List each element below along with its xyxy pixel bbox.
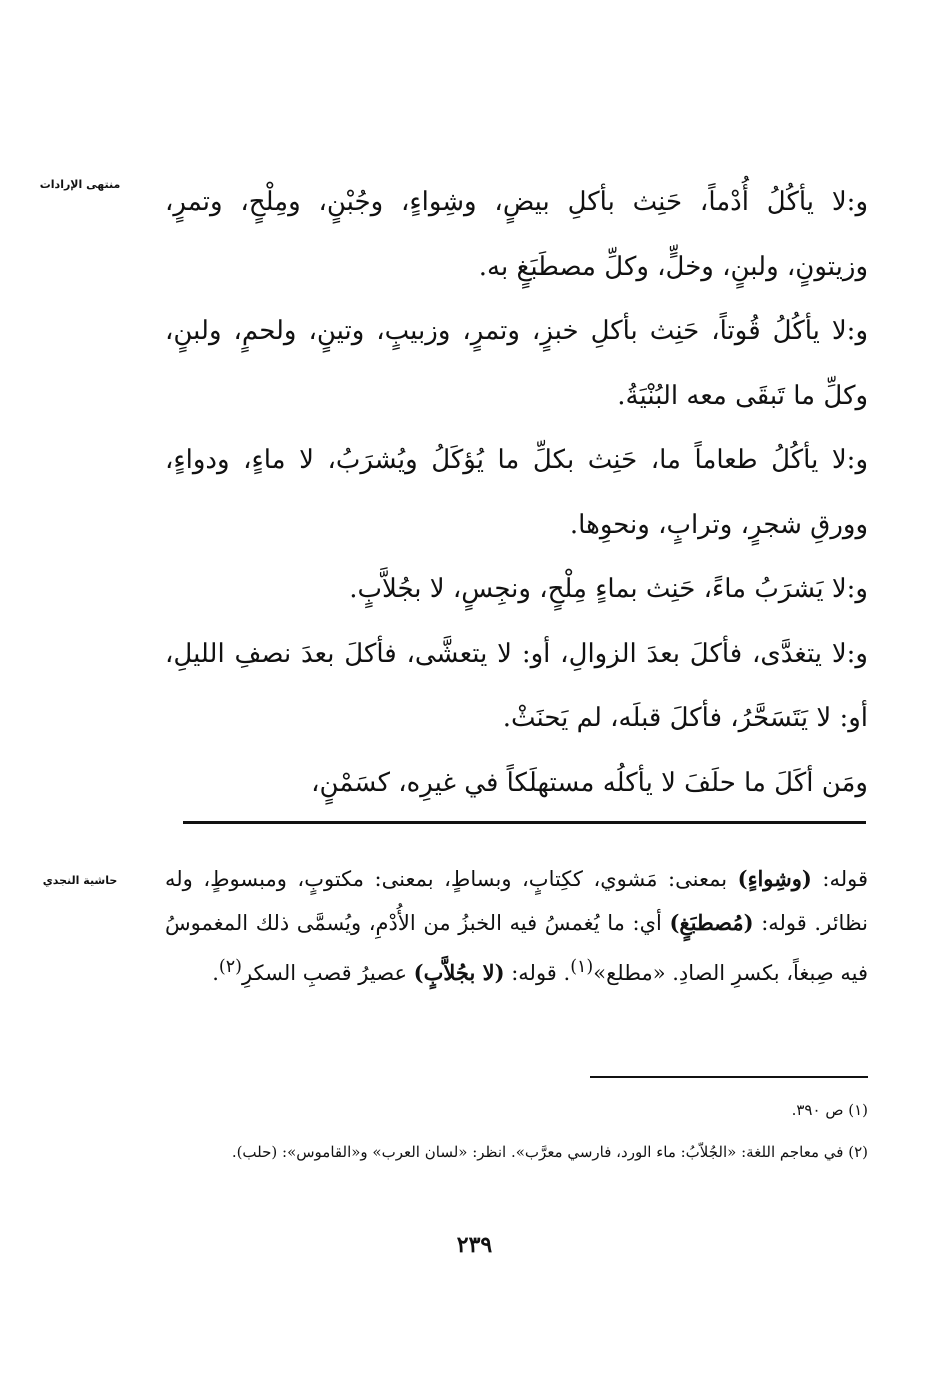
hashiya-text: . (212, 961, 219, 985)
main-divider (183, 821, 866, 824)
footnote: (٢) في معاجم اللغة: «الجُلاّبُ: ماء الورد، فارسي معرَّب». انظر: «لسان العرب» و«القاموس»: (حلب). (231, 1143, 868, 1161)
main-paragraph: و:لا يأكُلُ قُوتاً، حَنِث بأكلِ خبزٍ، وتمرٍ، وزبيبٍ، وتينٍ، ولحمٍ، ولبنٍ، وكلِّ ما تَبقَى معه البُنْيَةُ. (165, 316, 868, 411)
hashiya-text: بمعنى: مَشوي، ككِتابٍ، وبساطٍ، بمعنى: مكتوبٍ، ومبسوطٍ، وله نظائر. قوله: (165, 867, 869, 935)
footnote-ref: (٢) (218, 957, 242, 977)
footnotes (165, 1092, 868, 1176)
hashiya-text: . قوله: (504, 961, 571, 985)
side-label-hashiya: حاشية النجدي (42, 874, 118, 887)
main-text (165, 170, 868, 815)
hashiya-text: عصيرُ قصبِ السكرِ (241, 961, 414, 985)
main-paragraph: و:لا يتغدَّى، فأكلَ بعدَ الزوالِ، أو: لا يتعشَّى، فأكلَ بعدَ نصفِ الليلِ، أو: لا يَتَسَحَّرُ، فأكلَ قبلَه، لم يَحنَثْ. (165, 638, 868, 733)
footnote-divider (590, 1076, 868, 1078)
hashiya-keyword: (مُصطبَغٍ) (669, 910, 754, 935)
main-paragraph: و:لا يَشرَبُ ماءً، حَنِث بماءٍ مِلْحٍ، ونجِسٍ، لا بجُلاَّبٍ. (349, 574, 868, 604)
side-label-matn: منتهى الإرادات (39, 178, 121, 191)
hashiya-paragraph (165, 857, 868, 995)
hashiya-text: قوله: (811, 867, 869, 891)
hashiya-commentary (165, 857, 868, 995)
hashiya-text: أي: ما يُغمسُ فيه الخبزُ من الأُدْمِ، ويُسمَّى ذلك المغموسُ فيه صِبغاً، بكسرِ الصادِ. «مطلع» (165, 911, 868, 985)
main-paragraph: ومَن أكَلَ ما حلَفَ لا يأكلُه مستهلَكاً في غيرِه، كسَمْنٍ، (311, 767, 868, 798)
main-paragraph: و:لا يأكُلُ طعاماً ما، حَنِث بكلِّ ما يُؤكَلُ ويُشرَبُ، لا ماءٍ، ودواءٍ، وورقِ شجرٍ، وترابٍ، ونحوِها. (165, 445, 868, 540)
main-paragraph: و:لا يأكُلُ أُدْماً، حَنِث بأكلِ بيضٍ، وشِواءٍ، وجُبْنٍ، ومِلْحٍ، وتمرٍ، وزيتونٍ، ولبنٍ، وخلٍّ، وكلِّ مصطَبَغٍ به. (165, 187, 868, 282)
page-number: ٢٣٩ (456, 1232, 493, 1258)
hashiya-keyword: (وشِواءٍ) (737, 866, 812, 891)
footnote: (١) ص ٣٩٠. (791, 1101, 868, 1119)
footnote-ref: (١) (570, 957, 594, 977)
hashiya-keyword: (لا بجُلاَّبٍ) (413, 960, 505, 985)
